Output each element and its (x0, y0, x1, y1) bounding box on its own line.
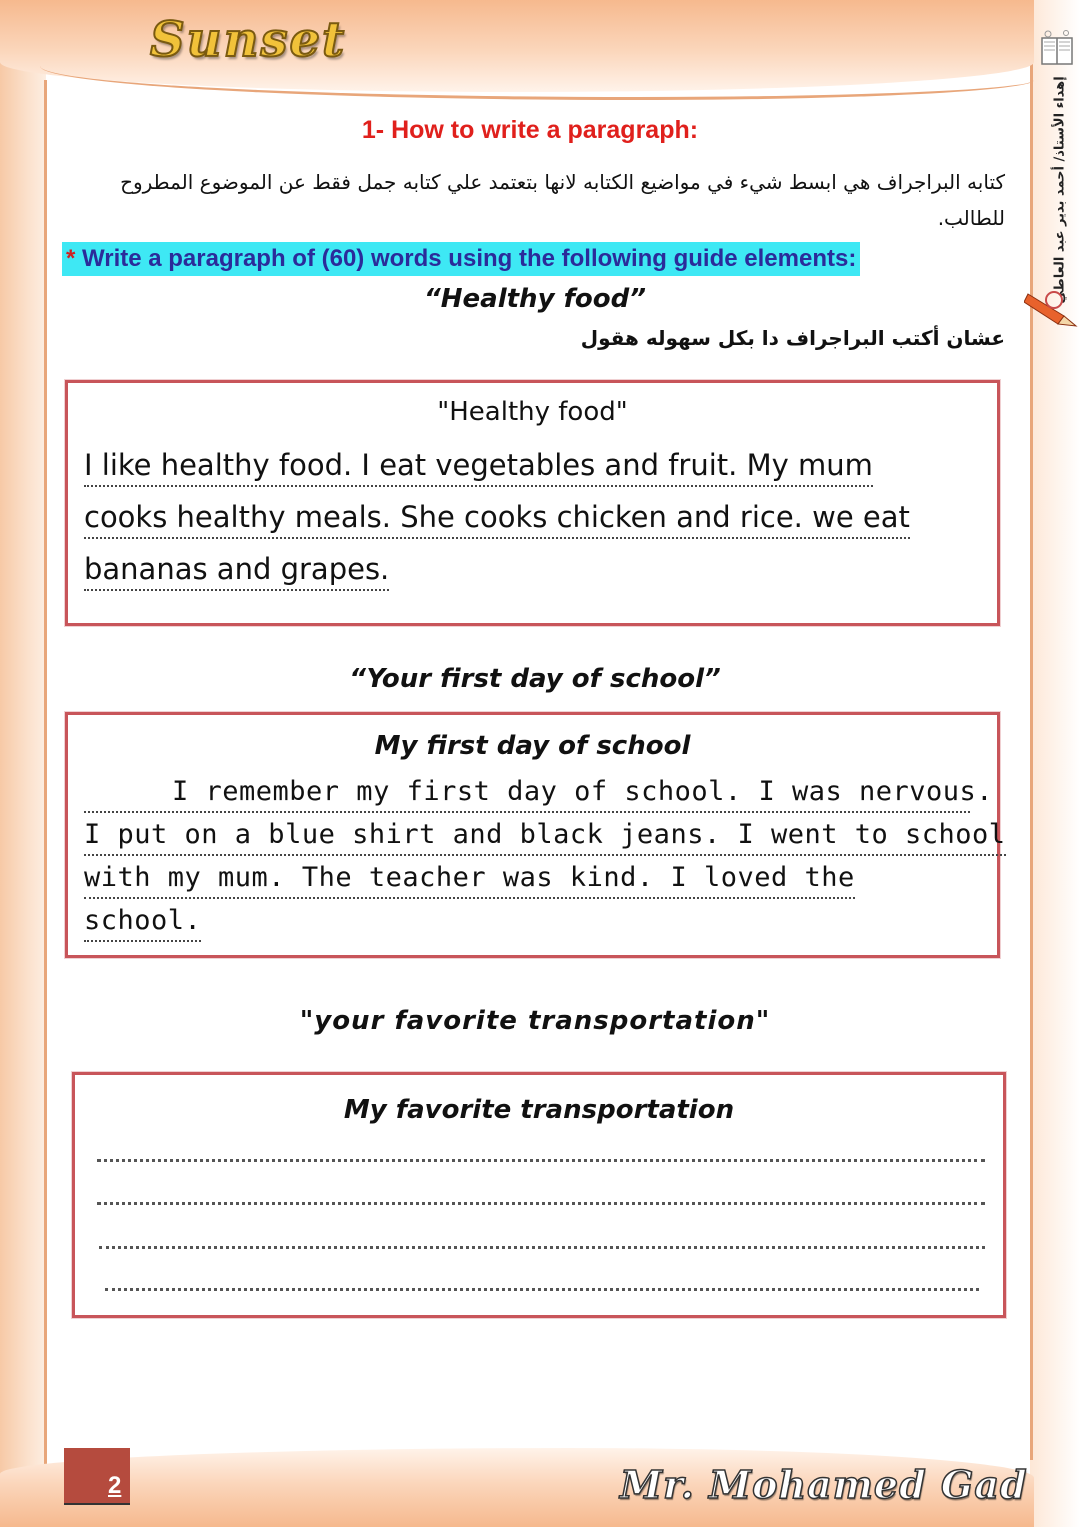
writing-line[interactable] (105, 1288, 979, 1291)
paragraph-box-first-day (65, 712, 1006, 958)
paragraph-line: cooks healthy meals. She cooks chicken and rice. we eat (84, 497, 910, 539)
book-icon (1038, 28, 1076, 72)
writing-line[interactable] (97, 1159, 985, 1162)
topic-favorite-transportation: "your favorite transportation" (299, 1006, 771, 1036)
writing-line[interactable] (99, 1246, 985, 1249)
side-credit-text: إهداء الأستاذ/ أحمد بدير عبد العاطي (1052, 76, 1068, 304)
paragraph-line: school. (84, 902, 201, 942)
frame-right-border (1030, 0, 1033, 1460)
box-title: My first day of school (374, 731, 691, 761)
paragraph-line: I put on a blue shirt and black jeans. I went to school (84, 816, 1006, 856)
paragraph-box-healthy-food (65, 380, 1000, 626)
paragraph-line: with my mum. The teacher was kind. I loved the (84, 859, 855, 899)
paragraph-line: I remember my first day of school. I was nervous. (84, 773, 970, 813)
page-frame-left (0, 0, 46, 1527)
writing-line[interactable] (97, 1202, 985, 1205)
box-title: My favorite transportation (343, 1095, 735, 1125)
author-signature: Mr. Mohamed Gad (620, 1462, 1028, 1507)
page-number-underline (64, 1503, 130, 1505)
section-title: 1- How to write a paragraph: (361, 116, 699, 144)
arabic-intro-text: كتابه البراجراف هي ابسط شيء في مواضيع الكتابه لانها بتعتمد علي كتابه جمل فقط عن الموضوع المطروح للطالب. (120, 170, 1005, 230)
instruction-text: Write a paragraph of (60) words using the following guide elements: (82, 245, 857, 272)
paragraph-box-transportation (72, 1072, 1006, 1318)
paragraph-line: I like healthy food. I eat vegetables and fruit. My mum (84, 445, 873, 487)
sunset-logo: Sunset (150, 12, 347, 68)
box-title: "Healthy food" (437, 397, 628, 427)
instruction-banner (62, 242, 860, 276)
topic-healthy-food: “Healthy food” (424, 284, 646, 314)
page-number: 2 (108, 1472, 122, 1499)
arabic-note: عشان أكتب البراجراف دا بكل سهوله هقول (580, 326, 1005, 350)
instruction-star: * (66, 245, 76, 272)
paragraph-line: bananas and grapes. (84, 549, 389, 591)
topic-first-day-of-school: “Your first day of school” (349, 664, 721, 694)
